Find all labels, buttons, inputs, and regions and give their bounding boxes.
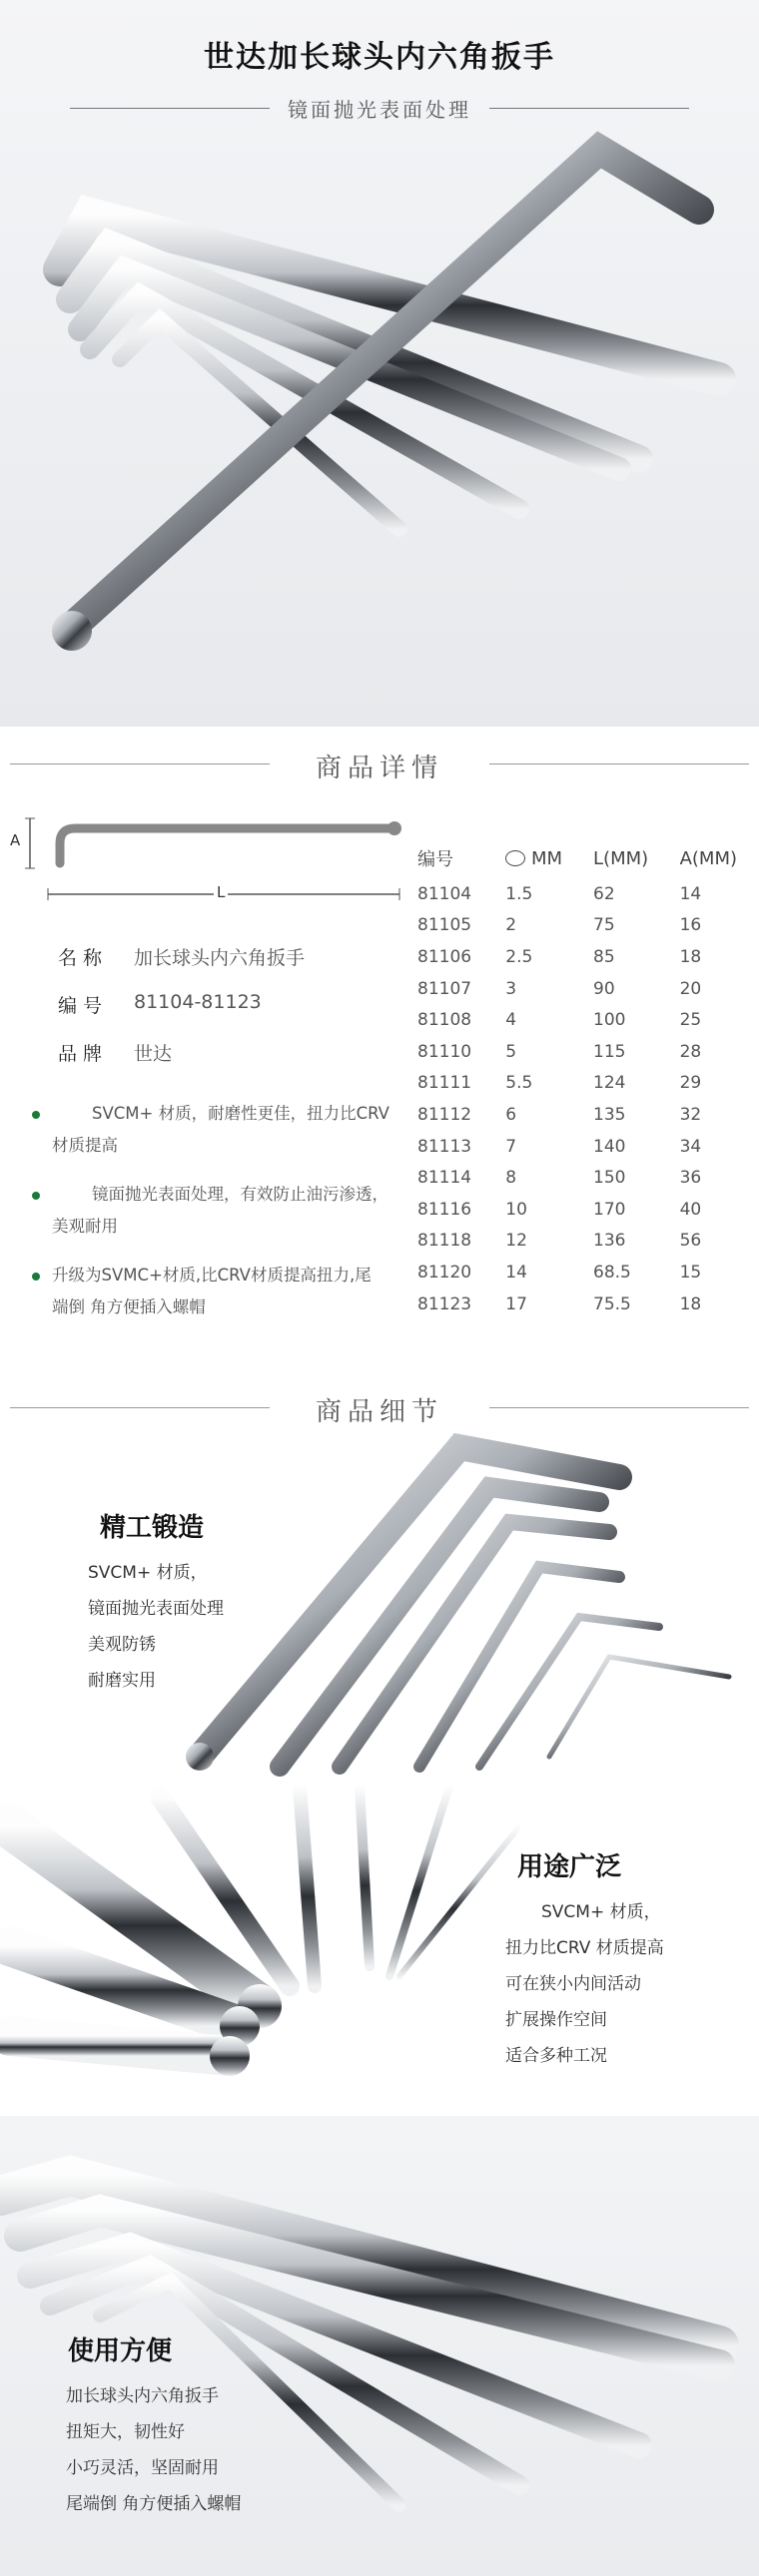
- table-cell: 56: [679, 1231, 702, 1252]
- table-cell: 135: [593, 1104, 626, 1125]
- table-cell: 81107: [417, 978, 472, 999]
- bullet-2: 镜面抛光表面处理，有效防止油污渗透，美观耐用: [52, 1185, 388, 1236]
- table-cell: 2.5: [505, 946, 533, 967]
- table-row: [417, 1162, 737, 1194]
- table-cell: 81110: [417, 1041, 472, 1062]
- table-cell: 75: [593, 915, 615, 936]
- table-cell: 75.5: [593, 1293, 631, 1314]
- bullet-dot: [32, 1273, 40, 1281]
- feature-line: 可在狭小内间活动: [505, 1974, 641, 1994]
- table-cell: 8: [505, 1168, 517, 1189]
- table-cell: 170: [593, 1199, 626, 1220]
- table-cell: 6: [505, 1104, 517, 1125]
- table-row: [417, 878, 737, 910]
- table-row: [417, 1004, 737, 1036]
- table-cell: 136: [593, 1231, 626, 1252]
- table-cell: 68.5: [593, 1262, 631, 1283]
- table-cell: 17: [505, 1293, 527, 1314]
- feature-line: 镜面抛光表面处理: [88, 1599, 224, 1619]
- table-cell: 40: [679, 1199, 702, 1220]
- table-cell: 12: [505, 1231, 527, 1252]
- table-cell: 62: [593, 883, 615, 904]
- table-cell: 18: [679, 946, 702, 967]
- divider: [489, 764, 749, 765]
- table-cell: 81120: [417, 1262, 472, 1283]
- bullet-dot: [32, 1111, 40, 1119]
- table-cell: 4: [505, 1010, 517, 1031]
- table-cell: 5.5: [505, 1073, 533, 1094]
- table-cell: 81118: [417, 1231, 472, 1252]
- feature-title-forged: 精工锻造: [100, 1513, 205, 1543]
- table-body: [417, 878, 737, 1319]
- product-title: 世达加长球头内六角扳手: [204, 40, 555, 75]
- table-row: [417, 1257, 737, 1288]
- table-cell: 81113: [417, 1136, 472, 1157]
- feature-line: SVCM+ 材质，: [541, 1902, 661, 1922]
- table-cell: 81108: [417, 1010, 472, 1031]
- table-row: [417, 1036, 737, 1068]
- table-cell: 81112: [417, 1104, 472, 1125]
- feature-line: 加长球头内六角扳手: [66, 2386, 219, 2406]
- forged-keys-image: [160, 1427, 759, 1777]
- dimension-label-l: L: [214, 883, 228, 901]
- col-header-code: 编号: [417, 849, 453, 870]
- table-cell: 14: [505, 1262, 527, 1283]
- feature-line: 耐磨实用: [88, 1671, 156, 1691]
- table-row: [417, 1099, 737, 1131]
- table-cell: 124: [593, 1073, 626, 1094]
- feature-title-convenient: 使用方便: [68, 2336, 173, 2366]
- spec-label-name: 名 称: [58, 947, 103, 969]
- table-cell: 25: [679, 1010, 702, 1031]
- col-header-mm: [505, 838, 593, 878]
- feature-line: 美观防锈: [88, 1635, 156, 1655]
- feature-line: 尾端倒 角方便插入螺帽: [66, 2494, 242, 2514]
- table-row: [417, 1288, 737, 1320]
- table-cell: 150: [593, 1168, 626, 1189]
- table-cell: 3: [505, 978, 517, 999]
- table-row: [417, 1194, 737, 1226]
- bullet-3: 升级为SVMC+材质,比CRV材质提高扭力,尾端倒 角方便插入螺帽: [52, 1266, 372, 1316]
- spec-value-code: 81104-81123: [134, 991, 262, 1013]
- ball-ends-image: [0, 1787, 519, 2106]
- table-row: [417, 1068, 737, 1100]
- table-row: [417, 941, 737, 973]
- bullet-1: SVCM+ 材质，耐磨性更佳，扭力比CRV 材质提高: [52, 1104, 389, 1155]
- table-row: [417, 1226, 737, 1258]
- table-cell: 115: [593, 1041, 626, 1062]
- feature-line: 小巧灵活，坚固耐用: [66, 2458, 219, 2478]
- col-header-length: L(MM): [593, 847, 649, 869]
- feature-title-versatile: 用途广泛: [517, 1852, 622, 1882]
- col-header-a: A(MM): [679, 847, 737, 869]
- spec-value-name: 加长球头内六角扳手: [134, 947, 306, 969]
- divider: [489, 108, 689, 109]
- table-cell: 14: [679, 883, 702, 904]
- dimension-label-a: A: [10, 831, 21, 849]
- table-row: [417, 910, 737, 942]
- table-cell: 100: [593, 1010, 626, 1031]
- table-row: [417, 1131, 737, 1163]
- spec-label-code: 编 号: [58, 995, 103, 1017]
- table-cell: 81105: [417, 915, 472, 936]
- table-cell: 90: [593, 978, 615, 999]
- spec-value-brand: 世达: [134, 1043, 173, 1065]
- table-cell: 10: [505, 1199, 527, 1220]
- col-header-mm-label: MM: [530, 847, 563, 869]
- table-cell: 32: [679, 1104, 702, 1125]
- spec-label-brand: 品 牌: [58, 1043, 103, 1065]
- table-cell: 81111: [417, 1073, 472, 1094]
- table-cell: 2: [505, 915, 517, 936]
- feature-line: SVCM+ 材质，: [88, 1563, 208, 1583]
- table-cell: 81106: [417, 946, 472, 967]
- table-cell: 18: [679, 1293, 702, 1314]
- table-cell: 7: [505, 1136, 517, 1157]
- table-cell: 34: [679, 1136, 702, 1157]
- table-cell: 1.5: [505, 883, 533, 904]
- section-heading-detail: 商品细节: [315, 1397, 443, 1427]
- feature-line: 适合多种工况: [505, 2046, 607, 2066]
- table-cell: 140: [593, 1136, 626, 1157]
- feature-line: 扭力比CRV 材质提高: [505, 1938, 664, 1958]
- table-cell: 5: [505, 1041, 517, 1062]
- table-cell: 15: [679, 1262, 702, 1283]
- table-header-row: [417, 838, 737, 878]
- diameter-icon: [505, 850, 525, 866]
- table-cell: 81114: [417, 1168, 472, 1189]
- feature-line: 扭矩大，韧性好: [66, 2422, 185, 2442]
- divider: [489, 1407, 749, 1408]
- table-cell: 81123: [417, 1293, 472, 1314]
- table-row: [417, 973, 737, 1005]
- product-subtitle: 镜面抛光表面处理: [288, 98, 471, 122]
- bullet-dot: [32, 1192, 40, 1200]
- feature-line: 扩展操作空间: [505, 2010, 607, 2030]
- table-cell: 85: [593, 946, 615, 967]
- table-cell: 28: [679, 1041, 702, 1062]
- table-cell: 81104: [417, 883, 472, 904]
- table-cell: 36: [679, 1168, 702, 1189]
- table-cell: 16: [679, 915, 702, 936]
- section-heading-details: 商品详情: [315, 754, 443, 783]
- wrench-dimension-diagram: [20, 808, 409, 918]
- table-cell: 29: [679, 1073, 702, 1094]
- size-table: [417, 838, 737, 1319]
- table-cell: 81116: [417, 1199, 472, 1220]
- table-cell: 20: [679, 978, 702, 999]
- hero-banner: [0, 0, 759, 727]
